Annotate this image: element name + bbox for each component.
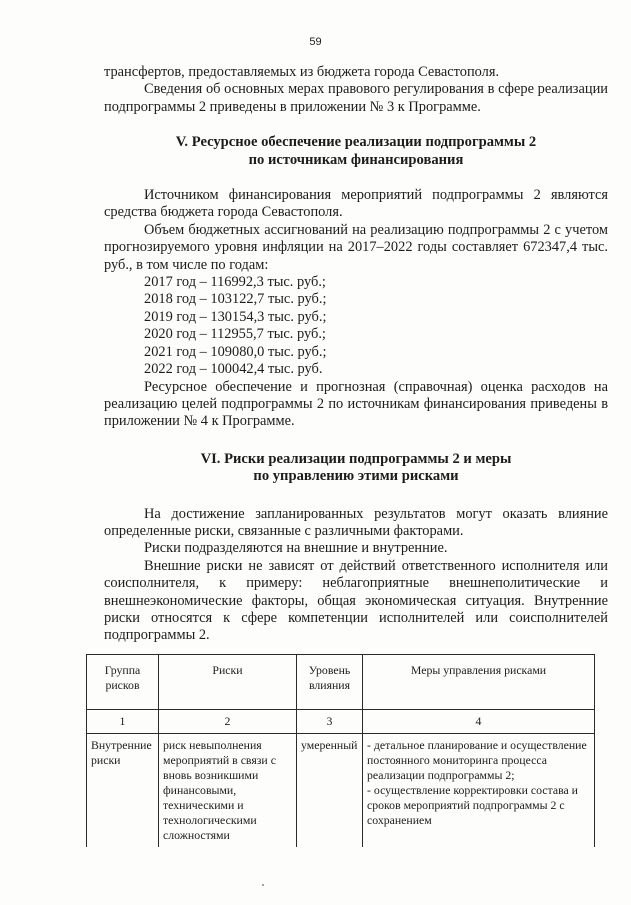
page-number: 59 [309, 36, 322, 48]
header-risk-group: Группа рисков [87, 655, 159, 710]
document-body [104, 64, 608, 645]
table-number-row [87, 710, 595, 734]
funding-years-list [104, 274, 608, 378]
intro-paragraph: Сведения об основных мерах правового регулирования в сфере реализации подпрограммы 2 приведены в приложении № 3 к Программе. [104, 81, 608, 115]
intro-line: трансфертов, предоставляемых из бюджета города Севастополя. [104, 64, 500, 80]
section-5-heading-line2: по источникам финансирования [248, 151, 464, 168]
section-6-paragraph-2: Риски подразделяются на внешние и внутренние. [144, 540, 448, 557]
header-risks: Риски [159, 655, 297, 710]
section-6-heading-line2: по управлению этими рисками [253, 468, 459, 485]
table-header-row [87, 655, 595, 710]
section-5-paragraph-3: Ресурсное обеспечение и прогнозная (справочная) оценка расходов на реализацию целей подпрограммы 2 по источникам финансирования приведены в приложении № 4 к Программе. [104, 378, 608, 430]
funding-year-item: 2018 год – 103122,7 тыс. руб.; [144, 291, 327, 308]
funding-year-item: 2019 год – 130154,3 тыс. руб.; [144, 308, 327, 325]
funding-year-item: 2020 год – 112955,7 тыс. руб.; [144, 326, 326, 343]
section-5-heading-line1: V. Ресурсное обеспечение реализации подпрограммы 2 [175, 134, 537, 151]
funding-year-item: 2021 год – 109080,0 тыс. руб.; [144, 343, 327, 360]
column-number: 4 [363, 710, 595, 734]
risks-table [86, 654, 595, 847]
section-6-heading-line1: VI. Риски реализации подпрограммы 2 и меры [200, 450, 512, 467]
cell-risk-measures: - детальное планирование и осуществление постоянного мониторинга процесса реализации подпрограммы 2; - осуществление корректировки состава и сроков мероприятий подпрограммы 2 с сохранением [363, 734, 595, 848]
section-5-heading [104, 134, 608, 169]
header-risk-measures: Меры управления рисками [363, 655, 595, 710]
column-number: 2 [159, 710, 297, 734]
funding-year-item: 2022 год – 100042,4 тыс. руб. [144, 361, 323, 378]
scan-speck [262, 884, 264, 886]
section-6-paragraph-1: На достижение запланированных результатов могут оказать влияние определенные риски, связанные с различными факторами. [104, 505, 608, 539]
table-row [87, 734, 595, 848]
funding-year-item: 2017 год – 116992,3 тыс. руб.; [144, 274, 326, 291]
cell-impact-level: умеренный [297, 734, 363, 848]
header-impact-level: Уровень влияния [297, 655, 363, 710]
section-5-paragraph-1: Источником финансирования мероприятий подпрограммы 2 являются средства бюджета города Севастополя. [104, 187, 608, 221]
section-5-paragraph-2: Объем бюджетных ассигнований на реализацию подпрограммы 2 с учетом прогнозируемого уровня инфляции на 2017–2022 годы составляет 672347,4 тыс. руб., в том числе по годам: [104, 221, 608, 273]
column-number: 1 [87, 710, 159, 734]
section-6-heading [104, 451, 608, 486]
cell-risk-group: Внутренние риски [87, 734, 159, 848]
cell-risk: риск невыполнения мероприятий в связи с вновь возникшими финансовыми, техническими и технологическими сложностями [159, 734, 297, 848]
column-number: 3 [297, 710, 363, 734]
section-6-paragraph-3: Внешние риски не зависят от действий ответственного исполнителя или соисполнителя, к примеру: неблагоприятные внешнеполитические и внешнеэкономические факторы, общая экономическая ситуация. Внутренние риски относятся к сфере компетенции исполнителей или соисполнителей подпрограммы 2. [104, 557, 608, 644]
